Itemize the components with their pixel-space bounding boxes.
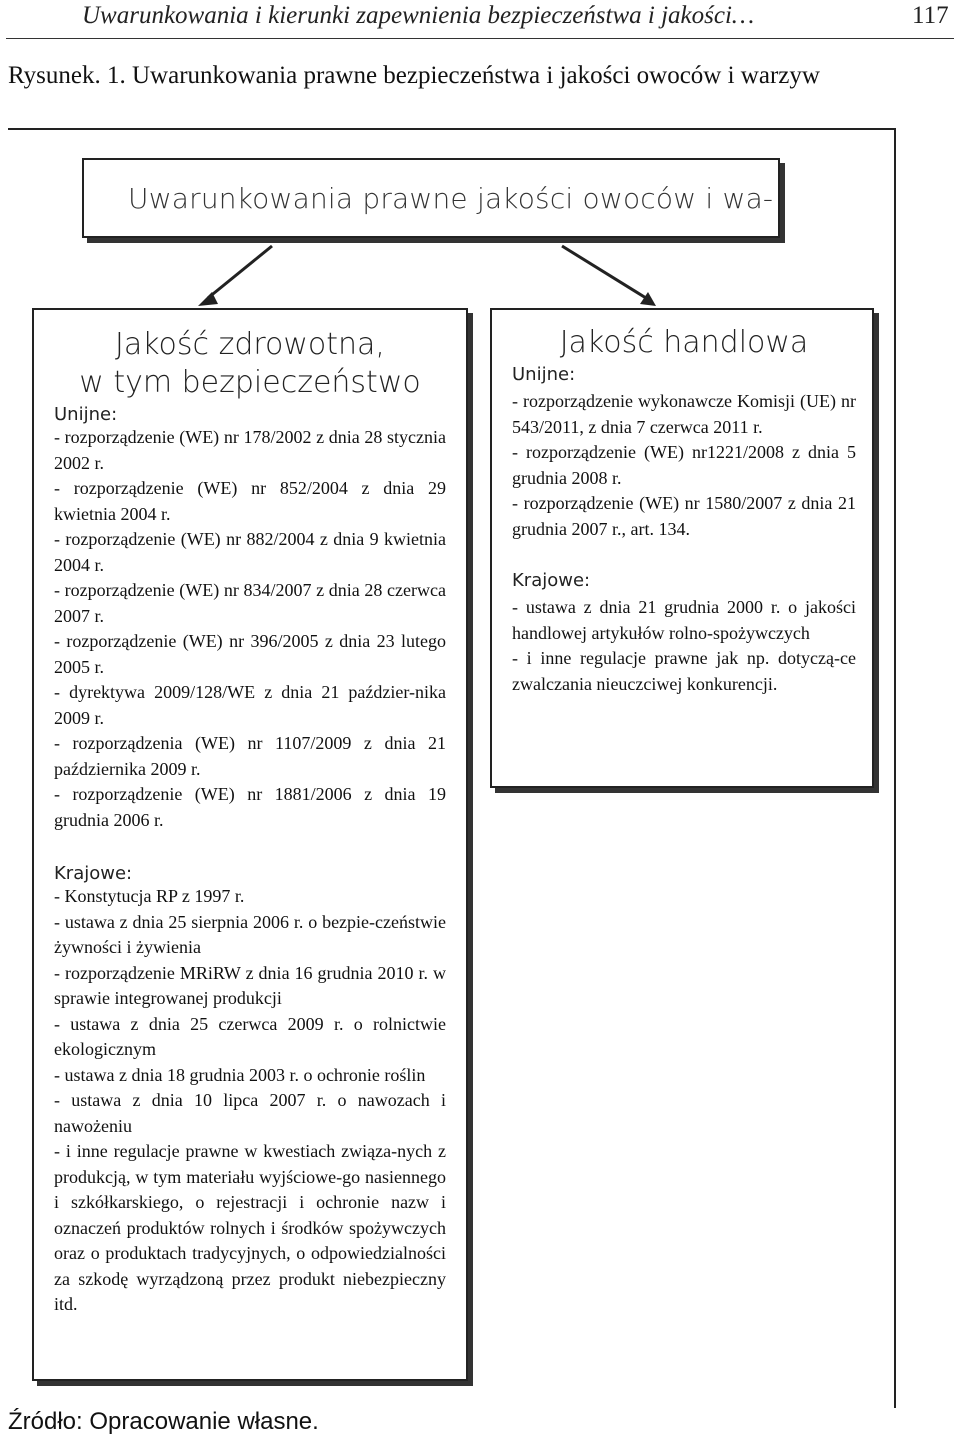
commercial-national-label: Krajowe: [512, 570, 591, 591]
list-item: - rozporządzenie (WE) nr 178/2002 z dnia 28 stycznia 2002 r. [54, 427, 446, 473]
list-item: - rozporządzenie (WE) nr 1881/2006 z dnia 19 grudnia 2006 r. [54, 784, 446, 830]
list-item: - rozporządzenie (WE) nr 396/2005 z dnia 23 lutego 2005 r. [54, 631, 446, 677]
health-quality-title-line1: Jakość zdrowotna, [115, 327, 385, 362]
health-quality-content [54, 326, 446, 1318]
header-divider [6, 38, 954, 39]
commercial-quality-content [512, 324, 856, 697]
list-item: - dyrektywa 2009/128/WE z dnia 21 paździer-nika 2009 r. [54, 682, 446, 728]
commercial-quality-box [490, 308, 874, 788]
list-item: - ustawa z dnia 18 grudnia 2003 r. o ochronie roślin [54, 1064, 426, 1085]
health-quality-title-line2: w tym bezpieczeństwo [79, 365, 421, 400]
health-eu-list [54, 425, 446, 833]
commercial-quality-title: Jakość handlowa [559, 325, 809, 360]
commercial-eu-list [512, 389, 856, 542]
list-item: - rozporządzenie (WE) nr 1580/2007 z dnia 21 grudnia 2007 r., art. 134. [512, 493, 856, 539]
list-item: - rozporządzenie (WE) nr 852/2004 z dnia 29 kwietnia 2004 r. [54, 478, 446, 524]
list-item: - i inne regulacje prawne jak np. dotyczą-ce zwalczania nieuczciwej konkurencji. [512, 648, 856, 694]
running-header-title: Uwarunkowania i kierunki zapewnienia bezpieczeństwa i jakości… [82, 2, 755, 29]
commercial-national-list [512, 595, 856, 697]
list-item: - rozporządzenie (WE) nr 882/2004 z dnia 9 kwietnia 2004 r. [54, 529, 446, 575]
health-quality-box [32, 308, 468, 1381]
list-item: - Konstytucja RP z 1997 r. [54, 886, 245, 906]
list-item: - ustawa z dnia 21 grudnia 2000 r. o jakości handlowej artykułów rolno-spożywczych [512, 597, 856, 643]
list-item: - rozporządzenie wykonawcze Komisji (UE) nr 543/2011, z dnia 7 czerwca 2011 r. [512, 391, 856, 437]
top-box-label: Uwarunkowania prawne jakości owoców i wa- [128, 181, 774, 215]
health-eu-label: Unijne: [54, 404, 118, 425]
list-item: - rozporządzenia (WE) nr 1107/2009 z dnia 21 października 2009 r. [54, 733, 446, 779]
list-item: - ustawa z dnia 25 czerwca 2009 r. o rolnictwie ekologicznym [54, 1013, 446, 1059]
list-item: - ustawa z dnia 25 sierpnia 2006 r. o bezpie-czeństwie żywności i żywienia [54, 911, 446, 957]
list-item: - ustawa z dnia 10 lipca 2007 r. o nawozach i nawożeniu [54, 1090, 446, 1136]
list-item: - rozporządzenie MRiRW z dnia 16 grudnia 2010 r. w sprawie integrowanej produkcji [54, 962, 446, 1008]
health-national-list [54, 884, 446, 1318]
top-box [82, 158, 780, 238]
list-item: - rozporządzenie (WE) nr 834/2007 z dnia 28 czerwca 2007 r. [54, 580, 446, 626]
health-national-label: Krajowe: [54, 863, 133, 884]
list-item: - rozporządzenie (WE) nr1221/2008 z dnia 5 grudnia 2008 r. [512, 442, 856, 488]
page-number: 117 [912, 2, 949, 29]
figure-caption: Rysunek. 1. Uwarunkowania prawne bezpieczeństwa i jakości owoców i warzyw [8, 62, 820, 89]
list-item: - i inne regulacje prawne w kwestiach związa-nych z produkcją, w tym materiału wyjściowe-go nasiennego i szkółkarskiego, o rejestracji i ochronie nazw i oznaczeń produktów rolnych i środków spożywczych oraz o produktach tradycyjnych, o odpowiedzialności za szkodę wyrządzoną przez produkt niebezpieczny itd. [54, 1141, 446, 1314]
source-note: Źródło: Opracowanie własne. [8, 1408, 319, 1435]
commercial-eu-label: Unijne: [512, 364, 576, 385]
